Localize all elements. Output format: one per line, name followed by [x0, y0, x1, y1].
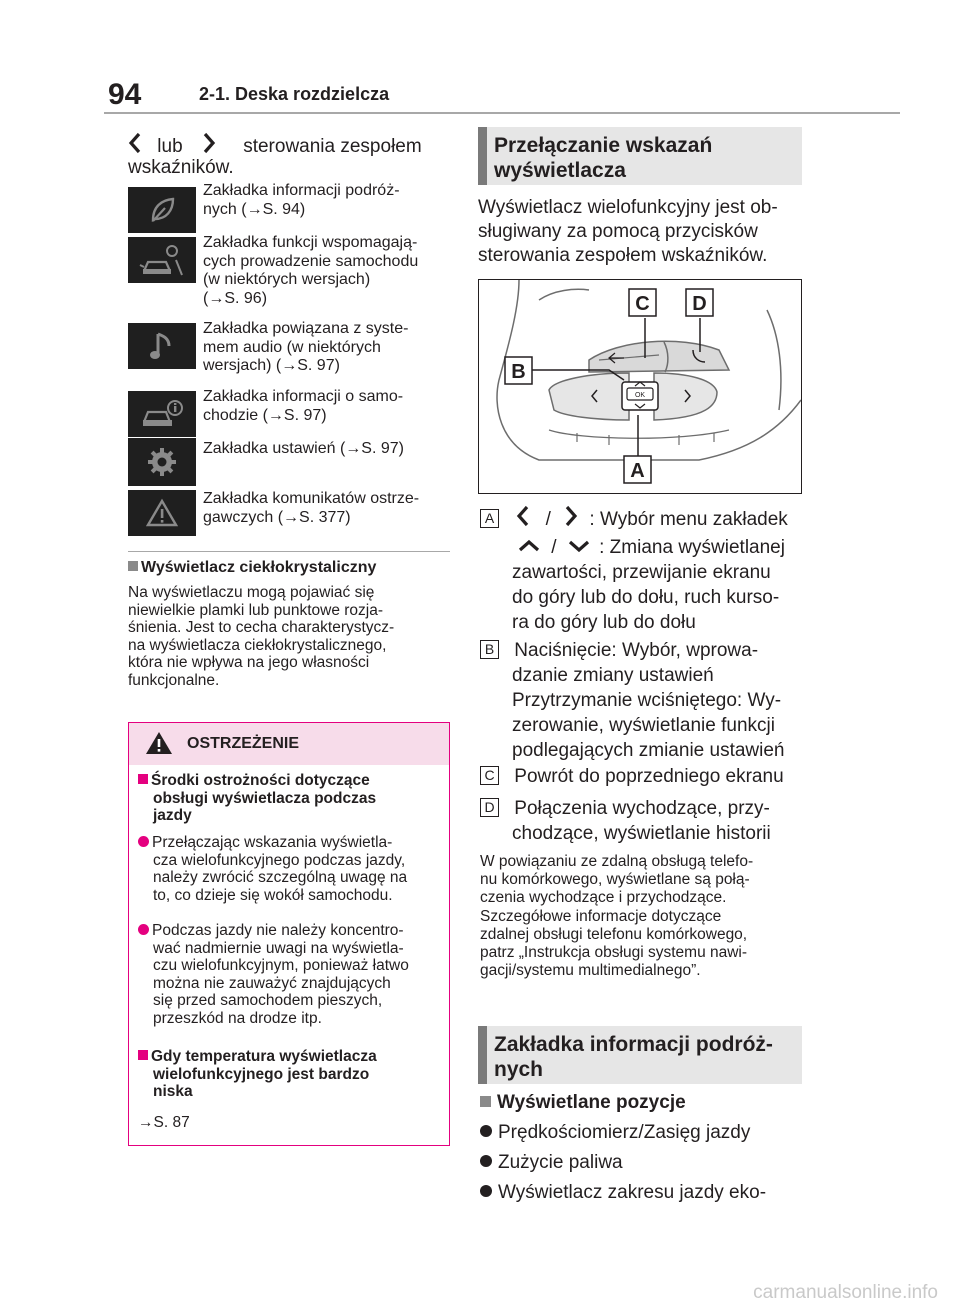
diagram-label-a: A [630, 460, 645, 482]
key-badge-c: C [480, 766, 499, 785]
section-title-line: Zakładka informacji podróż- [494, 1033, 773, 1056]
lcd-heading [128, 558, 376, 578]
steering-switch-diagram [478, 279, 802, 494]
note-line: gacji/systemu multimedialnego”. [480, 962, 701, 980]
warning-heading-line: Środki ostrożności dotyczące [151, 772, 370, 789]
right-intro-line: sterowania zespołem wskaźników. [478, 245, 768, 266]
diagram-label-d: D [692, 293, 707, 315]
legend-line: Naciśnięcie: Wybór, wprowa- [514, 640, 759, 661]
legend-a-details [512, 560, 779, 635]
section-title-line: wyświetlacza [494, 159, 626, 182]
gear-icon [128, 438, 196, 486]
lcd-heading-text: Wyświetlacz ciekłokrystaliczny [141, 559, 377, 576]
warning-heading-line: niska [153, 1083, 193, 1100]
legend-a-line-1 [480, 505, 788, 534]
tab-text-line: mem audio (w niektórych [203, 338, 381, 356]
legend-line: podlegających zmianie ustawień [512, 740, 785, 761]
list-item-text: Zużycie paliwa [498, 1152, 623, 1173]
legend-line: Połączenia wychodzące, przy- [514, 798, 770, 819]
section-title-bar [478, 1026, 487, 1084]
lcd-body-line: niewielkie plamki lub punktowe rozja- [128, 601, 384, 619]
list-item [480, 1150, 623, 1175]
section-title-line: Przełączanie wskazań [494, 134, 713, 157]
warning-bullet-line: Podczas jazdy nie należy koncentro- [152, 922, 404, 939]
legend-line: do góry lub do dołu, ruch kurso- [512, 587, 780, 608]
note-line: zdalnej obsługi telefonu komórkowego, [480, 925, 748, 943]
note-line: W powiązaniu ze zdalną obsługą telefo- [480, 853, 754, 870]
right-intro-line: sługiwany za pomocą przycisków [478, 221, 758, 242]
music-note-icon [128, 323, 196, 369]
lcd-body-line: funkcjonalne. [128, 671, 220, 689]
list-item-text: Prędkościomierz/Zasięg jazdy [498, 1122, 751, 1143]
note-line: nu komórkowego, wyświetlane są połą- [480, 871, 750, 889]
lcd-body-line: która nie wpływa na jego własności [128, 654, 370, 671]
legend-line: dzanie zmiany ustawień [512, 665, 714, 686]
legend-line: zawartości, przewijanie ekranu [512, 562, 771, 583]
tab-text-line: chodzie (→S. 97) [203, 406, 327, 424]
diagram-label-b: B [511, 361, 526, 383]
header-rule [104, 112, 900, 114]
pink-square-bullet-icon [138, 1050, 148, 1060]
right-intro [478, 196, 808, 268]
list-item [480, 1120, 750, 1145]
tab-text-line: cych prowadzenie samochodu [203, 252, 419, 270]
section-title-line: nych [494, 1058, 544, 1081]
tab-text-line: Zakładka informacji o samo- [203, 388, 404, 405]
chevron-down-icon [568, 535, 590, 560]
square-bullet-icon [128, 561, 138, 571]
list-item-text: Wyświetlacz zakresu jazdy eko- [498, 1182, 767, 1203]
legend-b [480, 638, 758, 663]
tab-text-line: gawczych (→S. 377) [203, 508, 351, 526]
section-rule [128, 551, 450, 552]
section-title-bar [478, 127, 487, 185]
warning-bullet-line: Przełączając wskazania wyświetla- [152, 834, 393, 851]
warning-bullet-line: przeszkód na drodze itp. [153, 1009, 322, 1027]
legend-b-details [512, 663, 785, 763]
tab-text-line: Zakładka ustawień (→S. 97) [203, 440, 404, 457]
legend-line: ra do góry lub do dołu [512, 612, 696, 633]
warning-bullet-line: cza wielofunkcyjnego podczas jazdy, [153, 851, 406, 869]
intro-rest: sterowania zespołem [243, 135, 422, 157]
warning-heading-2 [138, 1048, 444, 1101]
chevron-up-icon [518, 535, 540, 560]
items-heading-text: Wyświetlane pozycje [497, 1092, 686, 1113]
section-title-trip-info [478, 1026, 802, 1084]
warning-bullet-line: wać nadmiernie uwagi na wyświetla- [153, 939, 404, 957]
key-badge-a: A [480, 509, 499, 528]
lcd-body [128, 584, 450, 689]
warning-bullet-line: się przed samochodem pieszych, [153, 992, 383, 1009]
pink-dot-bullet-icon [138, 836, 149, 847]
ok-button-label: OK [634, 392, 646, 399]
legend-d-details: chodzące, wyświetlanie historii [512, 823, 771, 844]
warning-reference: →S. 87 [138, 1114, 190, 1131]
legend-d [480, 796, 770, 821]
intro-sep: lub [157, 135, 183, 157]
warning-bullet-2 [138, 922, 444, 1027]
note-line: czenia wychodzące i przychodzące. [480, 889, 727, 907]
warning-bullet-line: czu wielofunkcyjnym, ponieważ łatwo [153, 957, 409, 974]
warning-heading-line: jazdy [153, 807, 192, 824]
chapter-title: 2-1. Deska rozdzielcza [199, 84, 390, 104]
intro-line-2: wskaźników. [128, 157, 234, 178]
items-heading [480, 1090, 686, 1115]
legend-line: Przytrzymanie wciśniętego: Wy- [512, 690, 782, 711]
warning-heading-line: Gdy temperatura wyświetlacza [151, 1048, 377, 1065]
tab-text-line: wersjach) (→S. 97) [203, 357, 340, 374]
note-line: patrz „Instrukcja obsługi systemu nawi- [480, 944, 748, 962]
pink-dot-bullet-icon [138, 924, 149, 935]
diagram-label-c: C [635, 293, 650, 315]
warning-heading-1 [138, 772, 444, 825]
leaf-icon [128, 187, 196, 233]
tab-text-line: (→S. 96) [203, 289, 268, 307]
chevron-right-icon [564, 505, 578, 534]
legend-a-text: : Wybór menu zakładek [589, 508, 788, 530]
tab-text-line: nych (→S. 94) [203, 200, 306, 218]
key-badge-b: B [480, 640, 499, 659]
tab-text-line: Zakładka komunikatów ostrze- [203, 490, 420, 507]
tab-text-line: (w niektórych wersjach) [203, 271, 371, 288]
warning-sign-icon [145, 731, 173, 760]
warning-header [129, 723, 449, 765]
legend-line: zerowanie, wyświetlanie funkcji [512, 715, 775, 736]
legend-a2-sep: / [551, 537, 557, 558]
footer-watermark: carmanualsonline.info [753, 1282, 938, 1303]
chevron-left-icon [516, 505, 530, 534]
warning-bullet-line: to, co dzieje się wokół samochodu. [153, 886, 393, 904]
warning-heading-line: wielofunkcyjnego jest bardzo [153, 1065, 370, 1083]
list-item [480, 1180, 766, 1205]
warning-bullet-line: można nie zauważyć znajdujących [153, 974, 391, 992]
tab-text-line: Zakładka funkcji wspomagają- [203, 234, 418, 251]
lcd-body-line: śnienia. Jest to cecha charakterystycz- [128, 619, 395, 636]
dot-bullet-icon [480, 1125, 492, 1137]
warning-triangle-icon [128, 490, 196, 536]
pink-square-bullet-icon [138, 774, 148, 784]
page-number: 94 [108, 78, 142, 111]
legend-c [480, 764, 784, 789]
section-title-display-switching [478, 127, 802, 185]
phone-note [480, 853, 810, 980]
square-bullet-icon [480, 1096, 491, 1107]
note-line: Szczegółowe informacje dotyczące [480, 907, 722, 925]
lcd-body-line: Na wyświetlaczu mogą pojawiać się [128, 584, 375, 601]
car-info-icon [128, 391, 196, 437]
warning-title: OSTRZEŻENIE [187, 735, 300, 752]
key-badge-d: D [480, 798, 499, 817]
dot-bullet-icon [480, 1185, 492, 1197]
warning-bullet-1 [138, 834, 444, 904]
warning-bullet-line: należy zwrócić szczególną uwagę na [153, 869, 408, 886]
legend-a-sep: / [545, 508, 551, 530]
right-intro-line: Wyświetlacz wielofunkcyjny jest ob- [478, 197, 778, 218]
legend-c-text: Powrót do poprzedniego ekranu [514, 766, 784, 787]
lcd-body-line: na wyświetlacza ciekłokrystalicznego, [128, 636, 387, 654]
dot-bullet-icon [480, 1155, 492, 1167]
warning-heading-line: obsługi wyświetlacza podczas [153, 789, 377, 807]
driver-assist-icon [128, 237, 196, 283]
tab-text-line: Zakładka powiązana z syste- [203, 320, 409, 337]
legend-a2-text: : Zmiana wyświetlanej [599, 537, 785, 558]
legend-a-line-2 [512, 535, 785, 560]
tab-text-line: Zakładka informacji podróż- [203, 182, 400, 199]
